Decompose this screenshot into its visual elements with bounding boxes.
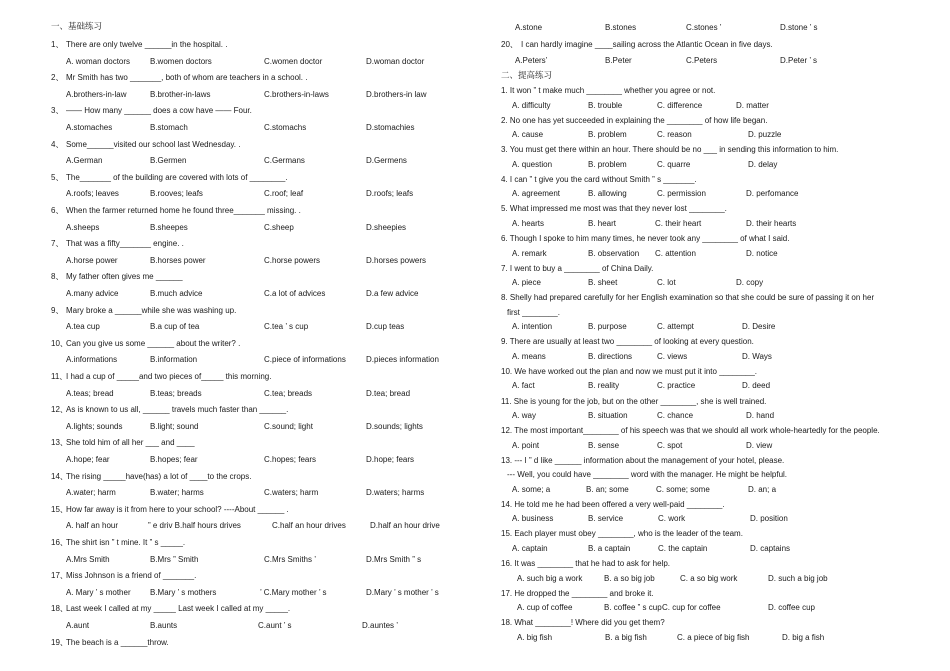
question-number: 13、 xyxy=(51,438,68,448)
answer-option: B.aunts xyxy=(150,621,178,630)
answer-option: A.many advice xyxy=(66,289,119,298)
question-number: 8、 xyxy=(51,272,64,282)
answer-option: C. lot xyxy=(657,278,676,288)
answer-option: A. agreement xyxy=(512,189,561,199)
answer-option: B.much advice xyxy=(150,289,203,298)
answer-option: B.a cup of tea xyxy=(150,322,200,332)
answer-option: A. difficulty xyxy=(512,100,551,110)
question-text: I had a cup of _____and two pieces of_____ this morning. xyxy=(66,372,272,381)
answer-option: D.brothers-in law xyxy=(366,89,427,99)
answer-option: D. perfomance xyxy=(746,189,799,199)
question-number: 5、 xyxy=(51,172,64,182)
question-number: 12、 xyxy=(51,405,68,415)
answer-option: B. situation xyxy=(588,411,628,420)
question-text: My father often gives me ______ xyxy=(66,272,183,282)
answer-option: D.auntes ’ xyxy=(362,621,399,630)
answer-option: D. an; a xyxy=(748,484,777,494)
answer-option: A.Mrs Smith xyxy=(66,554,110,564)
section-heading-basic: 一、基础练习 xyxy=(51,21,103,31)
answer-option: D.Mary ’ s mother ’ s xyxy=(366,587,439,597)
question-text: 16. It was ________ that he had to ask for help. xyxy=(501,559,671,568)
answer-option: A. big fish xyxy=(517,632,553,642)
answer-option: C.roof; leaf xyxy=(264,189,304,199)
answer-option: D.tea; bread xyxy=(366,388,411,398)
answer-option: D. position xyxy=(750,514,788,524)
question-number: 4、 xyxy=(51,139,64,149)
answer-option: C.brothers-in-laws xyxy=(264,89,329,99)
answer-option: D.sheepies xyxy=(366,222,407,232)
answer-option: D. Ways xyxy=(742,351,772,361)
answer-option: C. permission xyxy=(657,189,706,199)
question-text: Some______visited our school last Wednesday. . xyxy=(66,139,241,149)
answer-option: A. such big a work xyxy=(517,573,583,583)
answer-option: D.Mrs Smith ” s xyxy=(366,554,422,564)
answer-option: A. business xyxy=(512,514,554,524)
answer-option: A.horse power xyxy=(66,255,118,265)
answer-option: A.stomaches xyxy=(66,123,113,132)
answer-option: D. Desire xyxy=(742,322,776,332)
answer-option: A. hearts xyxy=(512,218,545,228)
answer-option: C.stones ’ xyxy=(686,23,722,32)
question-number: 18、 xyxy=(51,604,68,614)
answer-option: A.tea cup xyxy=(66,322,100,332)
answer-option: C.aunt ’ s xyxy=(258,621,292,630)
answer-option: A. Mary ’ s mother xyxy=(66,587,131,597)
answer-option: D.roofs; leafs xyxy=(366,189,414,199)
answer-option: B. a captain xyxy=(588,543,631,553)
answer-option: ’ C.Mary mother ’ s xyxy=(260,587,327,597)
answer-option: A.Peters’ xyxy=(515,56,548,65)
answer-option: D.woman doctor xyxy=(366,56,425,66)
question-text: Mr Smith has two _______, both of whom are teachers in a school. . xyxy=(66,73,308,83)
answer-option: C. their heart xyxy=(655,218,702,228)
answer-option: C.tea; breads xyxy=(264,388,313,398)
answer-option: B.women doctors xyxy=(150,56,212,66)
answer-option: B.Mrs ” Smith xyxy=(150,554,199,564)
answer-option: D.pieces information xyxy=(366,355,439,365)
answer-option: B. trouble xyxy=(588,100,623,110)
section-heading-advanced: 二、提高练习 xyxy=(501,70,553,80)
question-number: 16、 xyxy=(51,538,68,547)
answer-option: B. sense xyxy=(588,440,620,450)
question-number: 1、 xyxy=(51,40,64,49)
answer-option: D. puzzle xyxy=(748,130,782,140)
answer-option: C. reason xyxy=(657,130,692,140)
answer-option: B.Germen xyxy=(150,156,187,166)
answer-option: A. means xyxy=(512,351,546,361)
answer-option: B. problem xyxy=(588,159,627,169)
answer-option: B.stones xyxy=(605,23,637,32)
question-text: 8. Shelly had prepared carefully for her English examination so that she could be sure of passing it on her xyxy=(501,293,875,303)
answer-option: C.stomachs xyxy=(264,123,307,132)
answer-option: D.stomachies xyxy=(366,123,415,132)
question-text: 7. I went to buy a ________ of China Daily. xyxy=(501,263,654,273)
question-number: 20、 xyxy=(501,40,518,49)
answer-option: B.hopes; fear xyxy=(150,455,198,464)
answer-option: C. quarre xyxy=(657,159,691,169)
answer-option: D.hope; fears xyxy=(366,455,415,464)
answer-option: B. directions xyxy=(588,351,633,361)
question-text: 1. It won ” t make much ________ whether you agree or not. xyxy=(501,86,716,95)
answer-option: B. reality xyxy=(588,381,620,391)
answer-option: A.informations xyxy=(66,355,118,365)
question-number: 2、 xyxy=(51,73,64,83)
answer-option: A.German xyxy=(66,156,103,166)
question-number: 11、 xyxy=(51,372,68,381)
answer-option: C. attempt xyxy=(657,322,694,332)
answer-option: D.Peter ’ s xyxy=(780,56,818,65)
answer-option: C.horse powers xyxy=(264,255,321,265)
question-number: 3、 xyxy=(51,106,64,116)
answer-option: B. sheet xyxy=(588,278,618,288)
answer-option: A.aunt xyxy=(66,621,90,630)
answer-option: C. difference xyxy=(657,100,703,110)
question-text: 9. There are usually at least two ________ of looking at every question. xyxy=(501,337,754,347)
question-number: 6、 xyxy=(51,206,64,215)
answer-option: D.half an hour drive xyxy=(370,521,440,531)
answer-option: B. coffee ” s cup xyxy=(604,603,662,613)
answer-option: C. work xyxy=(658,514,686,524)
answer-option: C. attention xyxy=(655,248,696,258)
answer-option: C. views xyxy=(657,351,688,361)
question-text: That was a fifty_______ engine. . xyxy=(66,239,184,249)
answer-option: A. remark xyxy=(512,248,547,258)
answer-option: A. half an hour xyxy=(66,521,119,531)
answer-option: C.Germans xyxy=(264,156,305,166)
answer-option: D. matter xyxy=(736,100,769,110)
answer-option: C. chance xyxy=(657,411,694,420)
question-text: 4. I can ” t give you the card without Smith ” s _______. xyxy=(501,174,697,184)
answer-option: B.Mary ’ s mothers xyxy=(150,587,217,597)
answer-option: B.information xyxy=(150,355,198,365)
question-text: 17. He dropped the ________ and broke it. xyxy=(501,588,654,598)
question-text: Mary broke a ______while she was washing up. xyxy=(66,305,237,315)
question-text: 5. What impressed me most was that they never lost ________. xyxy=(501,204,727,214)
question-text: I can hardly imagine ____sailing across the Atlantic Ocean in five days. xyxy=(521,40,773,49)
answer-option: D.stone ’ s xyxy=(780,23,818,32)
answer-option: C. practice xyxy=(657,381,696,391)
answer-option: D. delay xyxy=(748,159,778,169)
question-text: Can you give us some ______ about the writer? . xyxy=(66,338,241,348)
question-text: Last week I called at my _____ Last week I called at my _____. xyxy=(66,604,291,614)
answer-option: A. cause xyxy=(512,130,544,140)
answer-option: A.water; harm xyxy=(66,488,116,498)
answer-option: C.sheep xyxy=(264,222,294,232)
answer-option: A. intention xyxy=(512,322,553,332)
question-text: The_______ of the building are covered with lots of ________. xyxy=(66,172,288,182)
answer-option: B.brother-in-laws xyxy=(150,89,211,99)
answer-option: A. cup of coffee xyxy=(517,603,573,613)
question-text: 11. She is young for the job, but on the other ________, she is well trained. xyxy=(501,396,767,406)
question-text: Miss Johnson is a friend of _______. xyxy=(66,571,197,581)
answer-option: C.Mrs Smiths ’ xyxy=(264,554,316,564)
question-text: She told him of all her ___ and ____ xyxy=(66,438,195,448)
answer-option: B. a so big job xyxy=(604,573,655,583)
answer-option: A.sheeps xyxy=(66,222,100,232)
question-text: 10. We have worked out the plan and now we must put it into ________. xyxy=(501,366,758,376)
question-text: 14. He told me he had been offered a very well-paid ________. xyxy=(501,499,725,509)
answer-option: A.hope; fear xyxy=(66,455,110,464)
question-text: The beach is a ______throw. xyxy=(66,637,169,647)
answer-option: A. way xyxy=(512,411,537,420)
answer-option: C.Peters xyxy=(686,56,718,65)
question-text: When the farmer returned home he found three_______ missing. . xyxy=(66,206,301,215)
question-text: 2. No one has yet succeeded in explaining the ________ of how life began. xyxy=(501,115,768,125)
answer-option: C.tea ’ s cup xyxy=(264,322,309,332)
answer-option: A.roofs; leaves xyxy=(66,189,119,199)
answer-option: D. deed xyxy=(742,381,771,391)
question-text: 13. --- I ” d like ______ information about the management of your hotel, please. xyxy=(501,455,785,465)
answer-option: A.lights; sounds xyxy=(66,421,123,431)
answer-option: B.horses power xyxy=(150,255,206,265)
answer-option: B.rooves; leafs xyxy=(150,189,203,199)
answer-option: C.half an hour drives xyxy=(272,521,346,531)
answer-option: B.stomach xyxy=(150,123,188,132)
answer-option: A. captain xyxy=(512,543,548,553)
answer-option: D. big a fish xyxy=(782,632,825,642)
answer-option: D. such a big job xyxy=(768,573,828,583)
answer-option: D. their hearts xyxy=(746,218,797,228)
answer-option: B.water; harms xyxy=(150,488,204,498)
question-text: 6. Though I spoke to him many times, he never took any ________ of what I said. xyxy=(501,234,790,243)
answer-option: D.a few advice xyxy=(366,289,419,298)
answer-option: D.Germens xyxy=(366,156,407,166)
question-text: —— How many ______ does a cow have —— Four. xyxy=(66,106,252,116)
answer-option: A.stone xyxy=(515,23,543,32)
answer-option: A.teas; bread xyxy=(66,388,114,398)
answer-option: D.waters; harms xyxy=(366,488,425,498)
question-number: 14、 xyxy=(51,471,68,481)
answer-option: B.light; sound xyxy=(150,421,199,431)
answer-option: C. a so big work xyxy=(680,573,738,583)
answer-option: B. observation xyxy=(588,248,640,258)
answer-option: D. coffee cup xyxy=(768,603,815,613)
question-text: 3. You must get there within an hour. There should be no ___ in sending this information to him. xyxy=(501,145,839,155)
answer-option: D. hand xyxy=(746,411,775,420)
answer-option: C. a piece of big fish xyxy=(677,632,750,642)
answer-option: C. some; some xyxy=(656,484,710,494)
question-text: As is known to us all, ______ travels much faster than ______. xyxy=(66,405,289,415)
answer-option: ” e driv B.half hours drives xyxy=(148,521,241,531)
question-number: 17、 xyxy=(51,571,68,581)
question-number: 7、 xyxy=(51,239,64,249)
answer-option: B. problem xyxy=(588,130,627,140)
question-text: 18. What ________! Where did you get them? xyxy=(501,618,665,628)
question-text: 15. Each player must obey ________, who is the leader of the team. xyxy=(501,529,743,539)
question-text: 12. The most important________ of his speech was that we should all work whole-heartedly for the people. xyxy=(501,426,880,436)
answer-option: C.waters; harm xyxy=(264,488,319,498)
answer-option: B. an; some xyxy=(586,484,629,494)
answer-option: B. purpose xyxy=(588,322,627,332)
answer-option: B.teas; breads xyxy=(150,388,202,398)
answer-option: B. allowing xyxy=(588,189,627,199)
answer-option: B. heart xyxy=(588,218,617,228)
answer-option: D.cup teas xyxy=(366,322,405,332)
question-text: The shirt isn ” t mine. It ” s _____. xyxy=(66,538,186,547)
answer-option: A. some; a xyxy=(512,484,551,494)
answer-option: C.sound; light xyxy=(264,421,313,431)
answer-option: C.women doctor xyxy=(264,56,323,66)
question-text: How far away is it from here to your school? ----About ______ . xyxy=(66,504,289,514)
answer-option: C.hopes; fears xyxy=(264,455,317,464)
answer-option: C. cup for coffee xyxy=(662,603,721,613)
answer-option: B.Peter xyxy=(605,56,632,65)
answer-option: A. fact xyxy=(512,381,535,391)
answer-option: C.a lot of advices xyxy=(264,289,326,298)
answer-option: A. point xyxy=(512,440,540,450)
question-number: 9、 xyxy=(51,305,64,315)
question-number: 10、 xyxy=(51,338,68,348)
answer-option: D. captains xyxy=(750,543,791,553)
question-text-continued: --- Well, you could have ________ word with the manager. He might be helpful. xyxy=(507,470,788,480)
answer-option: D.sounds; lights xyxy=(366,421,423,431)
answer-option: A. piece xyxy=(512,278,541,288)
answer-option: C. the captain xyxy=(658,543,708,553)
answer-option: A. woman doctors xyxy=(66,56,131,66)
answer-option: D. view xyxy=(746,440,773,450)
question-number: 19、 xyxy=(51,637,68,647)
answer-option: B. a big fish xyxy=(605,632,647,642)
question-text: There are only twelve ______in the hospital. . xyxy=(66,40,228,49)
answer-option: A.brothers-in-law xyxy=(66,89,127,99)
question-number: 15、 xyxy=(51,504,68,514)
answer-option: C. spot xyxy=(657,440,683,450)
answer-option: D. notice xyxy=(746,248,778,258)
answer-option: B. service xyxy=(588,514,624,524)
answer-option: D. copy xyxy=(736,278,764,288)
answer-option: D.horses powers xyxy=(366,255,427,265)
answer-option: C.piece of informations xyxy=(264,355,346,365)
answer-option: A. question xyxy=(512,159,553,169)
question-text: The rising _____have(has) a lot of ____to the crops. xyxy=(66,471,252,481)
answer-option: B.sheepes xyxy=(150,222,188,232)
question-text-continued: first ________. xyxy=(507,307,560,317)
